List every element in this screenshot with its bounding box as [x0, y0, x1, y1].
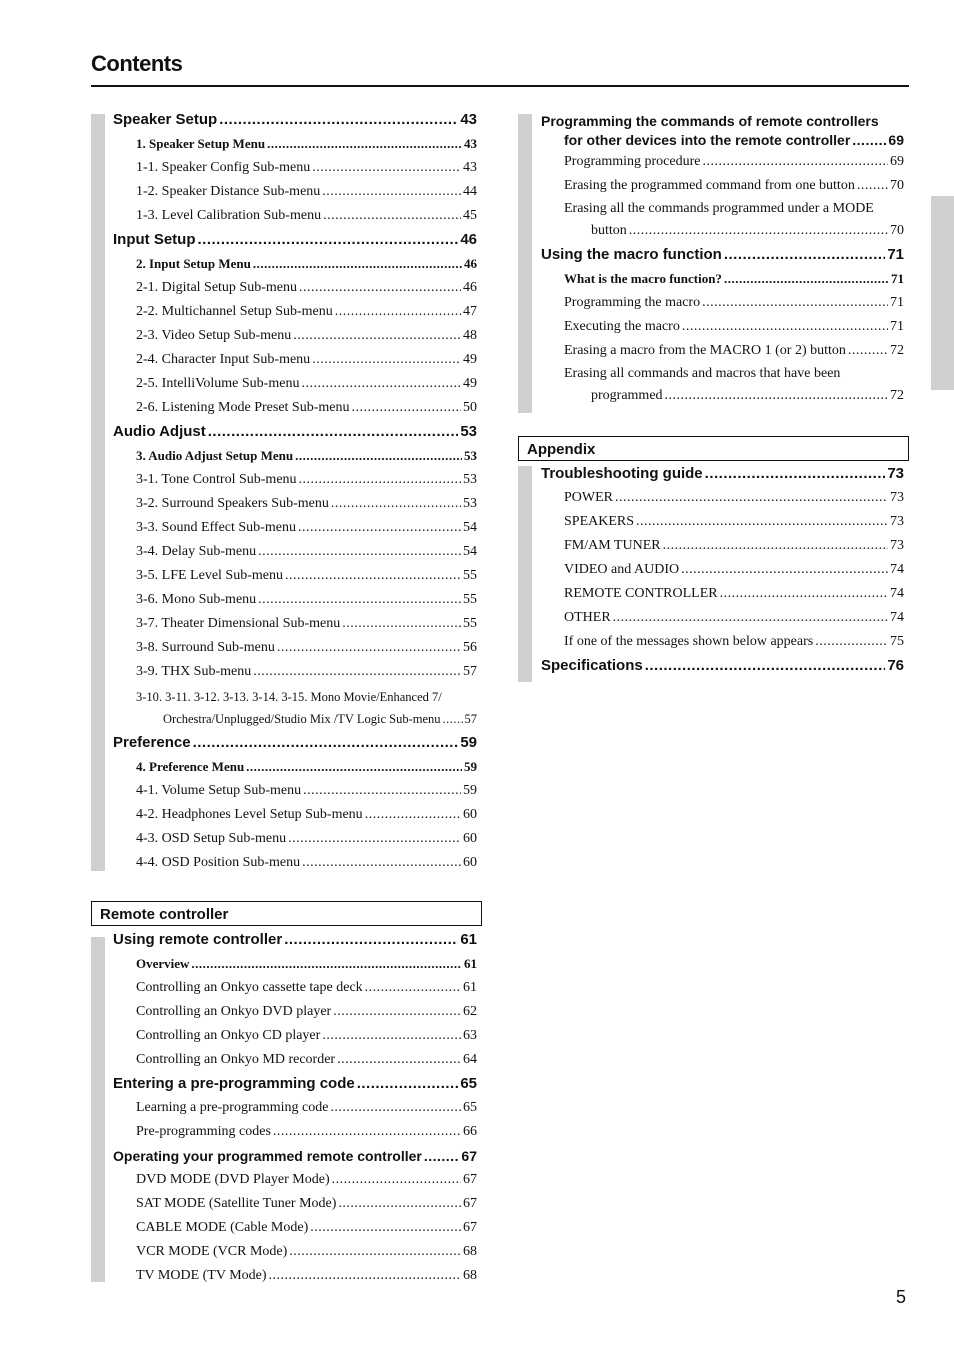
toc-item[interactable]: 4-1. Volume Setup Sub-menu ..... 59: [113, 779, 477, 803]
toc-left-setup: [113, 108, 477, 875]
toc-item[interactable]: CABLE MODE (Cable Mode) ..... 67: [113, 1216, 477, 1240]
section-bar-setup: [91, 114, 105, 871]
section-box-remote-controller: Remote controller: [91, 901, 482, 926]
toc-item[interactable]: Controlling an Onkyo MD recorder ..... 64: [113, 1048, 477, 1072]
toc-item[interactable]: Programming the macro ..... 71: [541, 291, 904, 315]
toc-item[interactable]: 2-4. Character Input Sub-menu ..... 49: [113, 348, 477, 372]
toc-heading-using-remote[interactable]: Using remote controller ..... 61: [113, 928, 477, 952]
section-tab-marker: [931, 196, 954, 390]
toc-item[interactable]: 3-7. Theater Dimensional Sub-menu ..... 55: [113, 612, 477, 636]
toc-item[interactable]: 3-6. Mono Sub-menu ..... 55: [113, 588, 477, 612]
toc-item[interactable]: Pre-programming codes ..... 66: [113, 1120, 477, 1144]
toc-item[interactable]: 3-3. Sound Effect Sub-menu ..... 54: [113, 516, 477, 540]
toc-item[interactable]: 1-1. Speaker Config Sub-menu ..... 43: [113, 156, 477, 180]
toc-heading-preprogramming[interactable]: Entering a pre-programming code ..... 65: [113, 1072, 477, 1096]
toc-item[interactable]: VIDEO and AUDIO ..... 74: [541, 558, 904, 582]
toc-heading-specifications[interactable]: Specifications ..... 76: [541, 654, 904, 678]
toc-item[interactable]: Programming procedure ..... 69: [541, 150, 904, 174]
toc-item[interactable]: Controlling an Onkyo DVD player ..... 62: [113, 1000, 477, 1024]
toc-item[interactable]: 1-3. Level Calibration Sub-menu ..... 45: [113, 204, 477, 228]
toc-item[interactable]: 2. Input Setup Menu ..... 46: [113, 252, 477, 276]
toc-left-remote: [113, 928, 477, 1288]
toc-item[interactable]: Controlling an Onkyo cassette tape deck ..... 61: [113, 976, 477, 1000]
toc-item[interactable]: 1-2. Speaker Distance Sub-menu ..... 44: [113, 180, 477, 204]
toc-item[interactable]: Erasing a macro from the MACRO 1 (or 2) button ..... 72: [541, 339, 904, 363]
toc-item[interactable]: 4. Preference Menu ..... 59: [113, 755, 477, 779]
toc-item[interactable]: FM/AM TUNER ..... 73: [541, 534, 904, 558]
toc-item[interactable]: 2-2. Multichannel Setup Sub-menu ..... 47: [113, 300, 477, 324]
toc-item[interactable]: 3-2. Surround Speakers Sub-menu ..... 53: [113, 492, 477, 516]
toc-item[interactable]: 2-6. Listening Mode Preset Sub-menu ..... 50: [113, 396, 477, 420]
toc-heading-speaker-setup[interactable]: Speaker Setup ..... 43: [113, 108, 477, 132]
toc-right-programming: [541, 110, 904, 407]
toc-heading-programming-commands[interactable]: Programming the commands of remote controllers for other devices into the remote controller ..... 69: [541, 112, 904, 150]
toc-item[interactable]: 4-3. OSD Setup Sub-menu ..... 60: [113, 827, 477, 851]
toc-item[interactable]: 2-5. IntelliVolume Sub-menu ..... 49: [113, 372, 477, 396]
toc-heading-troubleshooting[interactable]: Troubleshooting guide ..... 73: [541, 462, 904, 486]
title-divider: [91, 85, 909, 87]
toc-item[interactable]: 3-9. THX Sub-menu ..... 57: [113, 660, 477, 684]
toc-item[interactable]: Learning a pre-programming code ..... 65: [113, 1096, 477, 1120]
toc-item[interactable]: REMOTE CONTROLLER ..... 74: [541, 582, 904, 606]
toc-item[interactable]: OTHER ..... 74: [541, 606, 904, 630]
toc-heading-input-setup[interactable]: Input Setup ..... 46: [113, 228, 477, 252]
toc-item[interactable]: SAT MODE (Satellite Tuner Mode) ..... 67: [113, 1192, 477, 1216]
toc-item[interactable]: 2-1. Digital Setup Sub-menu ..... 46: [113, 276, 477, 300]
toc-heading-audio-adjust[interactable]: Audio Adjust ..... 53: [113, 420, 477, 444]
toc-item[interactable]: SPEAKERS ..... 73: [541, 510, 904, 534]
toc-item[interactable]: 3-8. Surround Sub-menu ..... 56: [113, 636, 477, 660]
section-bar-remote: [91, 937, 105, 1282]
toc-item[interactable]: TV MODE (TV Mode) ..... 68: [113, 1264, 477, 1288]
section-bar-programming: [518, 114, 532, 413]
section-bar-appendix: [518, 466, 532, 682]
toc-item[interactable]: What is the macro function? ..... 71: [541, 267, 904, 291]
toc-item[interactable]: 4-4. OSD Position Sub-menu ..... 60: [113, 851, 477, 875]
toc-item[interactable]: 1. Speaker Setup Menu ..... 43: [113, 132, 477, 156]
toc-item-multiline[interactable]: Erasing all the commands programmed under a MODE button ..... 70: [541, 198, 904, 242]
toc-right-appendix: [541, 462, 904, 678]
toc-heading-macro[interactable]: Using the macro function ..... 71: [541, 243, 904, 267]
toc-item-multiline[interactable]: Erasing all commands and macros that have been programmed ..... 72: [541, 363, 904, 407]
toc-item[interactable]: 4-2. Headphones Level Setup Sub-menu ..... 60: [113, 803, 477, 827]
toc-item[interactable]: VCR MODE (VCR Mode) ..... 68: [113, 1240, 477, 1264]
toc-item[interactable]: Erasing the programmed command from one button ..... 70: [541, 174, 904, 198]
page-number: 5: [896, 1287, 907, 1307]
toc-item[interactable]: 2-3. Video Setup Sub-menu ..... 48: [113, 324, 477, 348]
toc-heading-preference[interactable]: Preference ..... 59: [113, 731, 477, 755]
toc-item[interactable]: DVD MODE (DVD Player Mode) ..... 67: [113, 1168, 477, 1192]
toc-item[interactable]: If one of the messages shown below appears ..... 75: [541, 630, 904, 654]
toc-item[interactable]: Executing the macro ..... 71: [541, 315, 904, 339]
toc-item[interactable]: Controlling an Onkyo CD player ..... 63: [113, 1024, 477, 1048]
toc-item[interactable]: 3-1. Tone Control Sub-menu ..... 53: [113, 468, 477, 492]
page-title: Contents: [91, 51, 183, 76]
toc-item[interactable]: Overview ..... 61: [113, 952, 477, 976]
section-box-appendix: Appendix: [518, 436, 909, 461]
toc-item[interactable]: 3. Audio Adjust Setup Menu ..... 53: [113, 444, 477, 468]
toc-heading-operating[interactable]: Operating your programmed remote controller ..... 67: [113, 1144, 477, 1168]
toc-item[interactable]: 3-4. Delay Sub-menu ..... 54: [113, 540, 477, 564]
toc-item[interactable]: 3-5. LFE Level Sub-menu ..... 55: [113, 564, 477, 588]
toc-item[interactable]: POWER ..... 73: [541, 486, 904, 510]
toc-item-multiline[interactable]: 3-10. 3-11. 3-12. 3-13. 3-14. 3-15. Mono Movie/Enhanced 7/ Orchestra/Unplugged/Studio Mix /TV Logic Sub-menu ..... 57: [113, 689, 477, 727]
